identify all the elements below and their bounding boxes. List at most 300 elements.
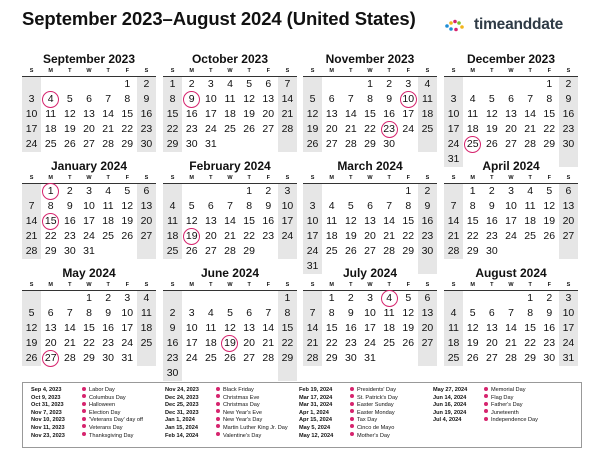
day-cell: 5 [546,185,553,197]
holiday-date: Jul 4, 2024 [433,417,462,424]
weekday-label: S [310,68,315,74]
holiday-column [433,387,538,425]
day-cell: 26 [345,245,357,257]
day-cell: 18 [325,230,338,242]
empty-cell [559,244,578,259]
day-cell: 13 [243,322,255,334]
holiday-date: Apr 15, 2024 [299,417,332,424]
month-december-2023 [444,52,578,167]
bullet-icon [350,417,354,421]
bullet-icon [350,432,354,436]
month-july-2024 [303,266,437,366]
month-november-2023 [303,52,437,152]
holiday-date: Nov 24, 2023 [165,387,199,393]
day-cell: 1 [246,185,253,197]
day-cell: 12 [121,200,134,212]
weekday-label: T [490,68,494,74]
day-cell: 11 [467,108,479,120]
month-title: May 2024 [62,266,116,280]
empty-cell [303,184,322,199]
empty-cell [521,244,540,259]
day-cell: 6 [137,184,156,199]
day-cell: 9 [347,307,354,319]
weekday-label: T [209,68,213,74]
day-cell: 19 [22,336,41,351]
day-cell: 13 [205,215,217,227]
holiday-date: Sep 4, 2023 [31,387,62,393]
weekday-label: W [227,175,233,181]
weekday-header [303,67,437,76]
day-cell: 30 [418,244,437,259]
day-cell: 7 [66,307,73,319]
day-cell: 28 [505,352,517,364]
weekday-label: S [29,175,34,181]
weekday-label: S [170,175,175,181]
day-cell: 12 [303,107,322,122]
day-cell: 20 [205,230,217,242]
weekday-label: W [367,68,373,74]
day-cell: 10 [303,214,322,229]
holiday-name: Flag Day [491,394,514,401]
weekday-header [163,281,297,290]
day-cell: 11 [163,214,182,229]
empty-cell [240,137,259,152]
holiday-date: Feb 14, 2024 [165,432,199,439]
weekday-label: S [29,68,34,74]
month-june-2024 [163,266,297,381]
month-february-2024 [163,159,297,259]
clock-dots-icon [444,17,470,33]
holiday-row [433,417,538,425]
weekday-label: T [349,68,353,74]
day-cell: 24 [505,230,517,242]
weekday-label: S [566,68,571,74]
weekday-label: T [68,175,72,181]
weekday-label: T [490,282,494,288]
empty-cell [399,137,418,152]
day-cell: 20 [559,214,578,229]
day-cell: 8 [124,93,131,105]
day-cell: 14 [262,322,275,334]
day-cell: 17 [205,108,217,120]
holiday-date: Oct 9, 2023 [31,394,61,401]
weekday-header [303,174,437,183]
day-cell: 25 [102,230,114,242]
day-cell: 9 [163,321,182,336]
day-cell: 25 [524,230,536,242]
day-cell: 1 [405,185,412,197]
day-cell: 18 [466,123,479,135]
day-cell: 7 [508,307,514,319]
day-cell: 14 [505,322,517,334]
holiday-name: Tax Day [357,417,378,424]
day-cell: 27 [486,352,498,364]
bullet-icon [216,432,220,436]
holiday-date: Nov 7, 2023 [31,409,62,416]
day-cell: 1 [328,292,335,304]
day-cell: 12 [64,108,76,120]
month-may-2024 [22,266,156,366]
weekday-label: S [170,68,175,74]
day-cell: 12 [486,108,498,120]
empty-cell [220,184,239,199]
day-cell: 17 [505,215,517,227]
empty-cell [380,351,399,366]
holiday-row [31,395,143,403]
day-cell: 24 [364,337,376,349]
day-cell: 5 [124,185,131,197]
day-cell: 2 [105,292,112,304]
empty-cell [501,77,520,92]
weekday-label: S [425,282,430,288]
day-cell: 13 [262,93,275,105]
day-cell: 28 [102,138,114,150]
weekday-label: T [490,175,494,181]
day-cell: 2 [163,306,182,321]
weekday-label: S [425,175,430,181]
day-cell: 24 [278,229,297,244]
day-cell: 9 [488,200,495,212]
day-cell-holiday: 4 [380,291,399,306]
day-cell: 8 [527,307,534,319]
weekday-label: S [144,68,149,74]
weekday-label: M [470,175,475,181]
weekday-label: W [86,175,92,181]
empty-cell [341,77,360,92]
day-cell: 27 [262,123,275,135]
day-cell: 5 [303,92,322,107]
day-cell: 1 [163,77,182,92]
day-cell: 28 [524,138,536,150]
weekday-label: T [387,175,391,181]
weekday-label: T [349,175,353,181]
day-cell: 8 [278,306,297,321]
holiday-date: Nov 23, 2023 [31,432,65,439]
weekday-label: W [86,68,92,74]
day-cell: 8 [86,307,92,319]
day-cell: 19 [466,337,479,349]
day-cell: 3 [559,291,578,306]
day-cell: 8 [405,200,412,212]
day-cell: 25 [224,123,236,135]
month-august-2024 [444,266,578,366]
day-cell: 17 [278,214,297,229]
weekday-label: S [310,175,315,181]
bullet-icon [484,394,488,398]
day-cell: 20 [243,337,255,349]
day-cell: 6 [246,307,253,319]
day-cell: 3 [508,185,514,197]
day-cell: 29 [364,138,376,150]
day-cell: 26 [486,138,498,150]
weekday-label: F [125,282,129,288]
bullet-icon [82,417,86,421]
weekday-label: F [125,68,129,74]
day-cell: 27 [505,138,517,150]
weekday-label: M [189,68,194,74]
holiday-name: Presidents' Day [357,387,396,393]
month-title: February 2024 [189,159,271,173]
day-cell: 7 [303,306,322,321]
day-cell: 24 [402,123,415,135]
day-cell-holiday: 9 [182,92,201,107]
month-april-2024 [444,159,578,259]
day-cell: 28 [345,138,357,150]
empty-cell [418,137,437,152]
day-cell: 4 [227,78,233,90]
day-cell: 30 [102,352,114,364]
day-grid [22,76,156,152]
day-cell: 18 [102,215,114,227]
day-cell: 6 [559,184,578,199]
weekday-label: T [387,282,391,288]
holiday-date: Dec 25, 2023 [165,402,199,409]
empty-cell [444,77,463,92]
empty-cell [259,366,278,381]
bullet-icon [350,394,354,398]
holiday-row [31,410,143,418]
empty-cell [501,291,520,306]
day-cell: 23 [185,123,198,135]
weekday-label: S [144,175,149,181]
weekday-label: T [209,175,213,181]
day-cell: 30 [137,137,156,152]
holiday-row [31,425,143,433]
empty-cell [22,77,41,92]
weekday-label: M [329,282,334,288]
day-cell: 11 [102,200,114,212]
bullet-icon [216,402,220,406]
day-cell: 24 [559,336,578,351]
day-cell: 7 [444,199,463,214]
day-cell: 21 [444,229,463,244]
empty-cell [259,244,278,259]
weekday-label: F [547,68,551,74]
day-cell: 20 [486,337,498,349]
day-cell: 10 [83,200,95,212]
weekday-label: M [48,282,53,288]
day-cell: 22 [44,230,57,242]
month-title: June 2024 [200,266,260,280]
month-title: September 2023 [42,52,136,66]
day-cell: 24 [22,137,41,152]
day-cell: 28 [444,244,463,259]
day-cell: 28 [64,352,76,364]
day-cell: 27 [243,352,255,364]
day-cell: 21 [22,229,41,244]
holiday-row [31,433,143,441]
day-cell: 22 [243,230,255,242]
weekday-label: F [547,175,551,181]
day-cell: 29 [524,352,536,364]
day-cell: 9 [418,199,437,214]
day-cell: 23 [418,229,437,244]
day-grid [444,76,578,167]
day-cell: 3 [124,292,131,304]
month-title: December 2023 [466,52,556,66]
holiday-row [165,417,288,425]
day-cell: 2 [265,185,272,197]
day-cell: 5 [66,93,73,105]
day-cell: 4 [469,93,476,105]
day-cell: 26 [121,230,134,242]
day-cell: 5 [22,306,41,321]
holiday-name: Christmas Day [223,402,260,409]
empty-cell [240,366,259,381]
day-cell: 14 [444,214,463,229]
weekday-label: S [285,68,290,74]
day-cell: 12 [243,93,255,105]
empty-cell [182,291,201,306]
empty-cell [380,184,399,199]
day-cell: 6 [86,93,92,105]
day-cell: 31 [559,351,578,366]
day-cell: 19 [64,123,76,135]
empty-cell [201,366,220,381]
holiday-name: 'Veterans Day' day off [89,417,143,424]
empty-cell [220,291,239,306]
empty-cell [137,244,156,259]
day-cell: 16 [559,107,578,122]
holiday-date: Apr 1, 2024 [299,409,329,416]
holiday-name: Father's Day [491,402,523,409]
day-cell: 14 [303,321,322,336]
day-cell: 8 [469,200,476,212]
weekday-label: S [144,282,149,288]
day-grid [444,290,578,366]
day-cell: 11 [326,215,338,227]
day-cell: 31 [364,352,376,364]
day-cell: 29 [83,352,95,364]
empty-cell [540,244,559,259]
empty-cell [201,291,220,306]
day-cell: 18 [224,108,236,120]
weekday-label: S [425,68,430,74]
day-cell: 30 [345,352,357,364]
day-cell: 10 [121,307,134,319]
day-cell: 1 [278,291,297,306]
day-cell: 28 [383,245,395,257]
day-cell-holiday: 15 [41,214,60,229]
day-cell: 16 [102,322,114,334]
day-cell: 24 [121,337,134,349]
day-cell: 26 [224,352,236,364]
day-cell: 18 [205,337,217,349]
weekday-label: F [266,282,270,288]
day-cell: 17 [185,337,198,349]
bullet-icon [216,387,220,391]
weekday-label: M [329,68,334,74]
day-cell: 18 [44,123,57,135]
holiday-name: Valentine's Day [223,432,262,439]
day-cell: 25 [137,336,156,351]
day-cell: 24 [303,244,322,259]
day-cell: 14 [383,215,395,227]
day-cell: 4 [163,199,182,214]
day-cell: 7 [265,307,272,319]
holiday-name: Labor Day [89,387,115,393]
weekday-label: W [227,282,233,288]
day-cell: 15 [121,108,134,120]
weekday-label: F [547,282,551,288]
day-cell: 10 [505,200,517,212]
holiday-row [31,387,143,395]
day-cell: 2 [418,184,437,199]
day-cell: 13 [364,215,376,227]
day-cell: 30 [64,245,76,257]
day-cell: 21 [303,336,322,351]
day-cell: 9 [105,307,112,319]
day-cell: 25 [205,352,217,364]
holiday-name: New Year's Eve [223,409,263,416]
day-cell: 3 [22,92,41,107]
day-cell: 13 [505,108,517,120]
empty-cell [482,77,501,92]
day-cell: 5 [347,200,354,212]
weekday-label: S [285,282,290,288]
day-cell: 23 [486,230,498,242]
day-cell: 18 [137,321,156,336]
holiday-date: Mar 31, 2024 [299,402,333,409]
day-cell: 9 [137,92,156,107]
day-cell: 12 [224,322,236,334]
day-cell: 30 [486,245,498,257]
day-cell: 17 [364,322,376,334]
day-cell: 7 [22,199,41,214]
weekday-label: T [68,68,72,74]
empty-cell [163,184,182,199]
holiday-column [31,387,143,440]
weekday-label: S [170,282,175,288]
weekday-label: T [247,282,251,288]
day-cell: 24 [444,137,463,152]
empty-cell [463,291,482,306]
day-cell: 14 [22,214,41,229]
day-cell: 29 [543,138,556,150]
day-cell: 25 [418,122,437,137]
brand-logo[interactable] [444,14,563,36]
weekday-label: T [387,68,391,74]
empty-cell [182,184,201,199]
day-cell: 14 [524,108,536,120]
day-cell: 21 [102,123,114,135]
weekday-label: S [451,282,456,288]
day-cell: 16 [64,215,76,227]
empty-cell [41,77,60,92]
day-cell: 7 [527,93,534,105]
empty-cell [259,291,278,306]
day-cell: 13 [83,108,95,120]
day-cell: 11 [45,108,57,120]
weekday-header [444,281,578,290]
day-cell: 17 [121,322,134,334]
day-cell: 29 [163,137,182,152]
weekday-label: W [508,68,514,74]
day-cell: 25 [325,245,338,257]
holiday-date: Nov 10, 2023 [31,417,65,424]
empty-cell [303,291,322,306]
day-cell: 2 [66,185,73,197]
holiday-name: Mother's Day [357,432,390,439]
empty-cell [322,184,341,199]
day-cell: 31 [121,352,134,364]
day-cell: 19 [121,215,134,227]
day-cell-holiday: 23 [380,122,399,137]
empty-cell [240,291,259,306]
day-cell: 22 [278,336,297,351]
day-cell: 22 [325,337,338,349]
day-cell: 19 [345,230,357,242]
